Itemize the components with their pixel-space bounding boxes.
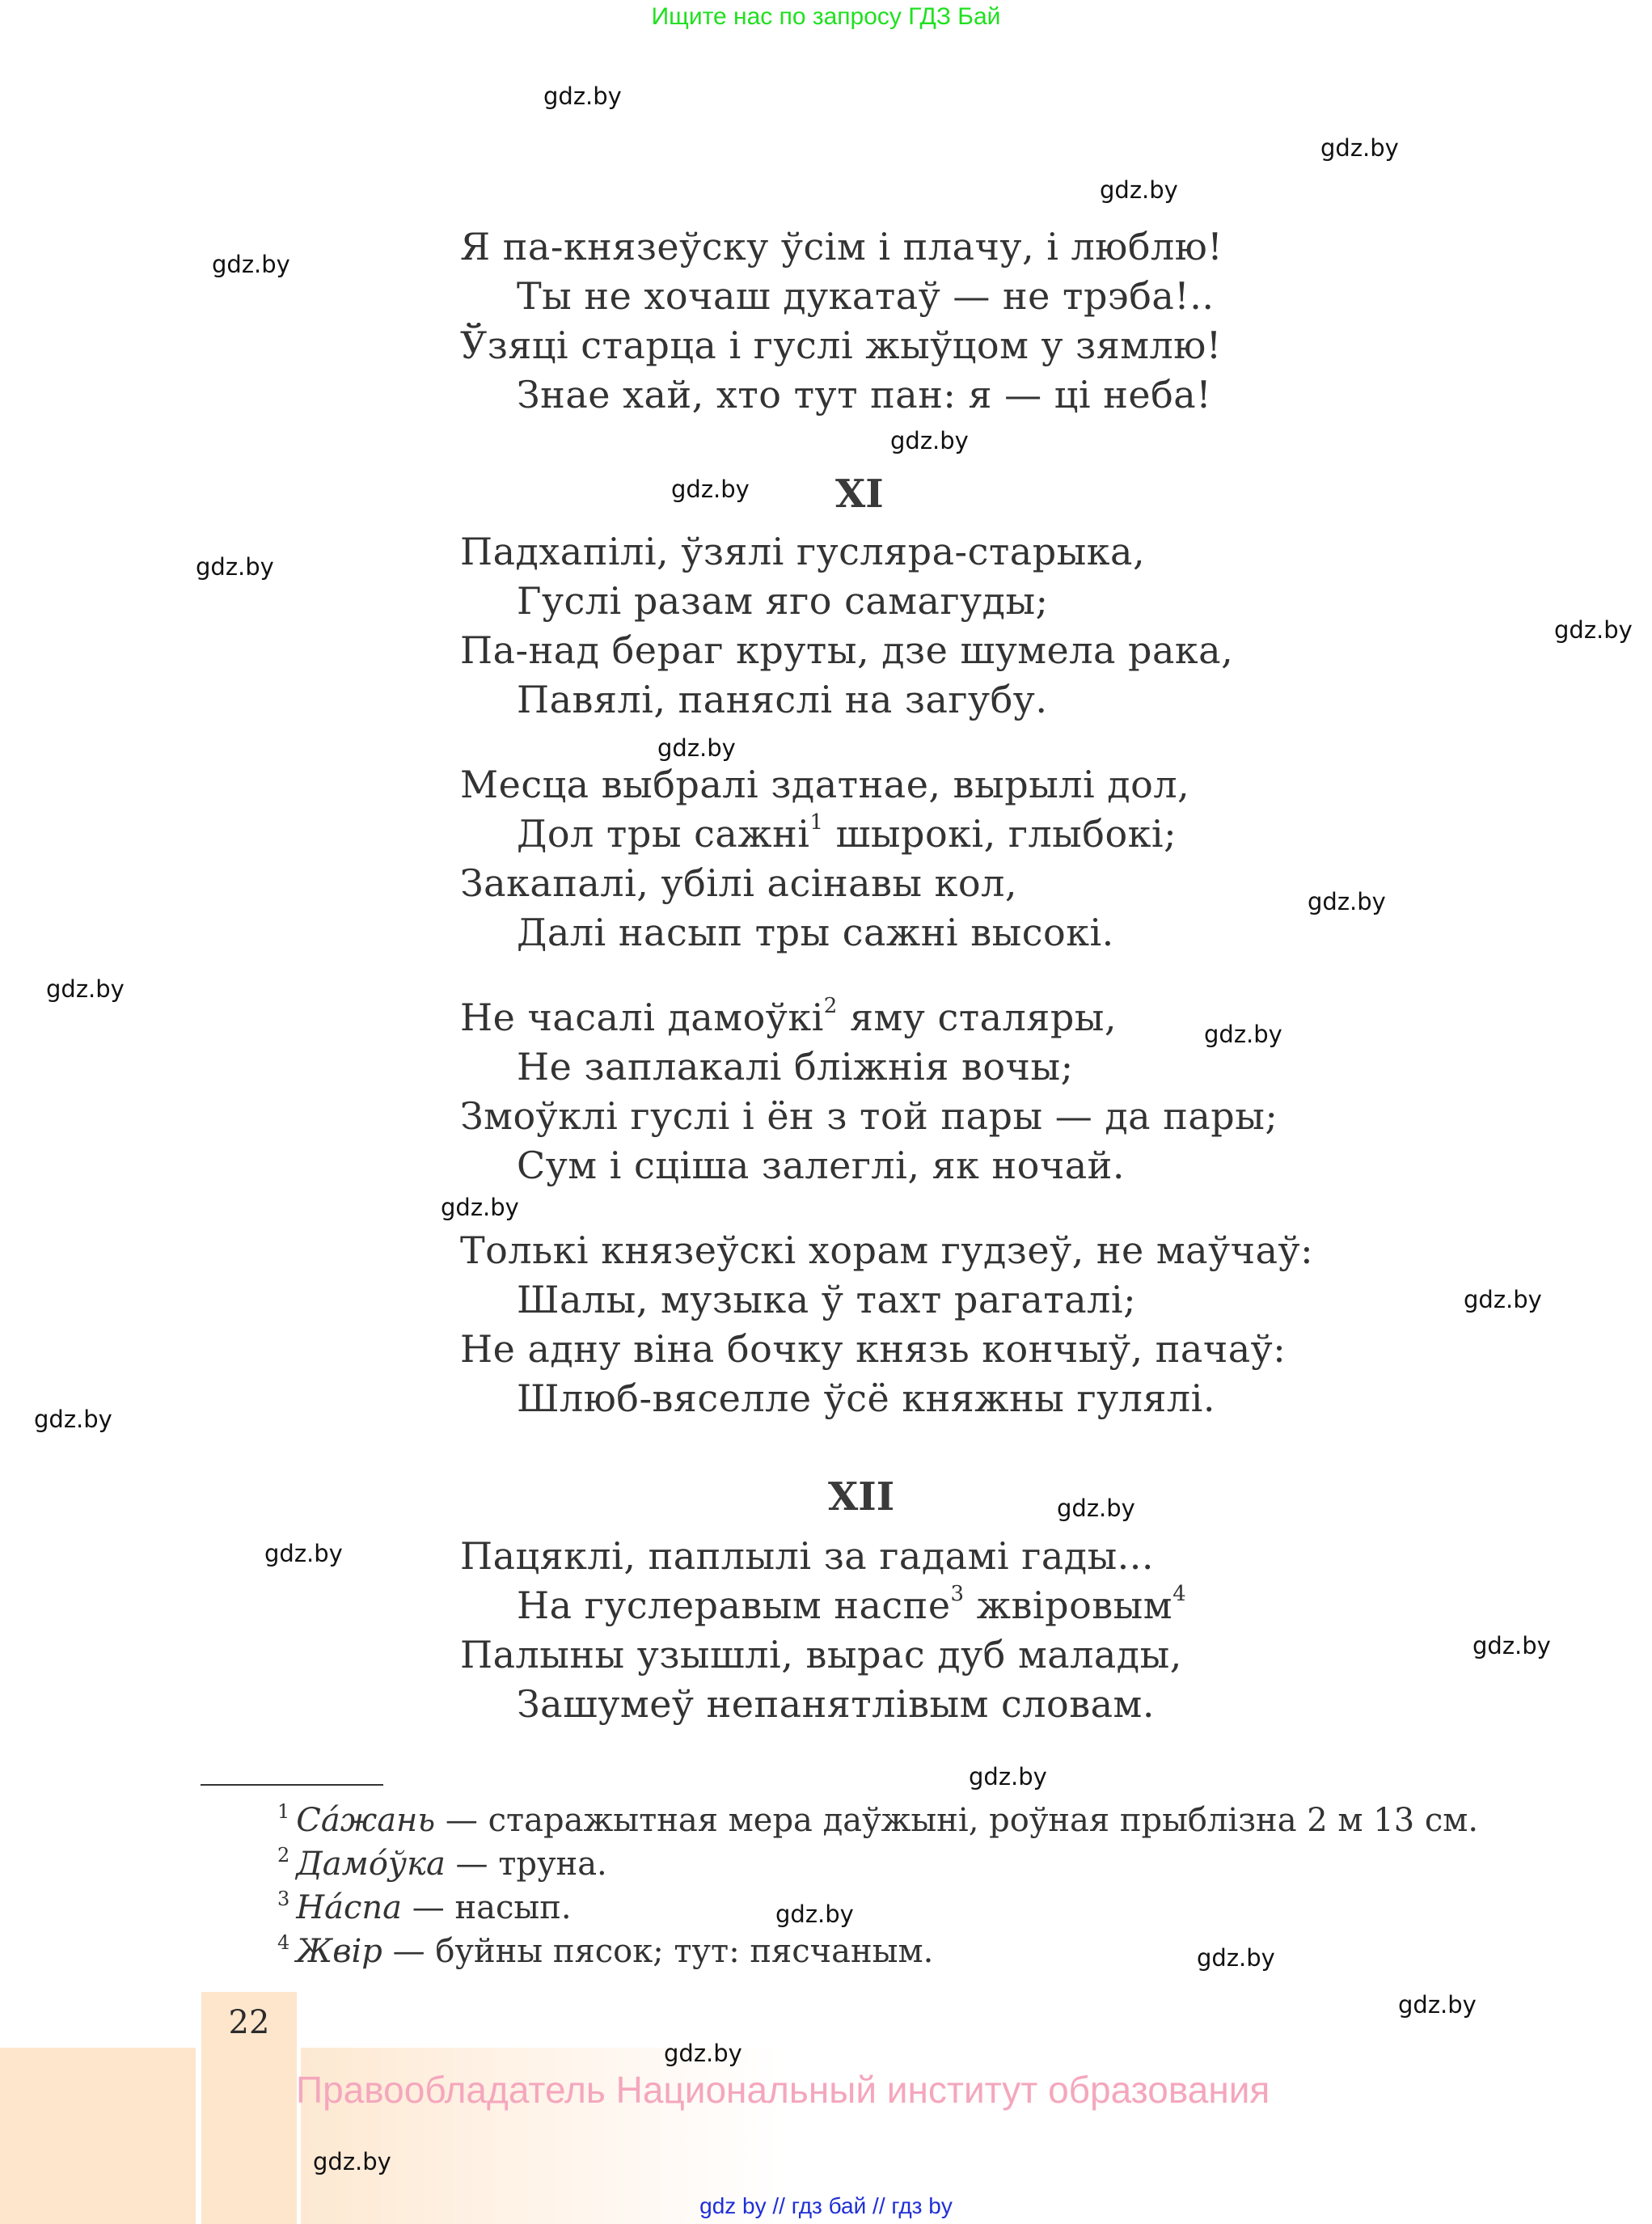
watermark: gdz.by: [775, 1901, 854, 1928]
watermark: gdz.by: [1554, 616, 1633, 644]
footnote-term: На́спа: [296, 1889, 403, 1926]
watermark: gdz.by: [1197, 1944, 1275, 1972]
footnote-divider: [201, 1784, 383, 1786]
footnote-ref: 1: [809, 810, 824, 835]
watermark: gdz.by: [212, 251, 290, 278]
watermark: gdz.by: [1472, 1632, 1551, 1660]
verse-line: Далі насып тры сажні высокі.: [517, 911, 1114, 954]
footnote-number: 3: [277, 1888, 290, 1910]
verse-text: На гуслеравым наспе: [517, 1583, 951, 1627]
verse-line: Я па-князеўску ўсім і плачу, і люблю!: [460, 225, 1223, 268]
watermark: gdz.by: [34, 1406, 112, 1433]
watermark: gdz.by: [890, 427, 969, 455]
footnote-ref: 2: [823, 994, 838, 1018]
footnote-number: 4: [277, 1931, 290, 1954]
verse-line: Пацяклі, паплылі за гадамі гады...: [460, 1534, 1155, 1578]
verse-line-with-footnote: [517, 812, 1177, 856]
watermark: gdz.by: [1100, 176, 1178, 204]
footnote-term: Жвір: [296, 1933, 382, 1970]
verse-line: Толькі князеўскі хорам гудзеў, не маўчаў:: [460, 1228, 1314, 1272]
verse-text: шырокі, глыбокі;: [823, 812, 1177, 856]
footnote-2: [277, 1844, 607, 1883]
verse-line-with-footnote: [460, 996, 1117, 1039]
footnote-definition: — насып.: [402, 1889, 572, 1926]
verse-line: Па-над бераг круты, дзе шумела рака,: [460, 628, 1234, 672]
verse-line: Ўзяці старца і гуслі жыўцом у зямлю!: [460, 323, 1222, 367]
watermark: gdz.by: [1308, 888, 1386, 915]
verse-line: Змоўклі гуслі і ён з той пары — да пары;: [460, 1094, 1278, 1138]
footnote-ref: 3: [950, 1582, 965, 1606]
watermark: gdz.by: [196, 553, 274, 581]
watermark: gdz.by: [657, 734, 736, 762]
watermark: gdz.by: [441, 1194, 519, 1221]
section-title-xii: XII: [828, 1474, 895, 1520]
verse-text: Дол тры сажні: [517, 812, 810, 856]
verse-line: Сум і сціша залеглі, як ночай.: [517, 1144, 1125, 1187]
footnote-4: [277, 1931, 933, 1970]
footnote-ref: 4: [1172, 1582, 1187, 1606]
section-title-xi: XI: [835, 471, 884, 517]
verse-line: Зашумеў непанятлівым словам.: [517, 1682, 1155, 1726]
watermark: gdz.by: [543, 82, 622, 110]
footnote-1: [277, 1800, 1478, 1839]
footnote-number: 1: [277, 1800, 290, 1823]
footnote-definition: — труна.: [445, 1846, 607, 1883]
top-banner: Ищите нас по запросу ГДЗ Бай: [651, 3, 1001, 30]
verse-line: Знае хай, хто тут пан: я — ці неба!: [517, 373, 1212, 416]
watermark: gdz.by: [1464, 1286, 1542, 1313]
watermark: gdz.by: [313, 2148, 391, 2175]
footnote-number: 2: [277, 1844, 290, 1867]
verse-text: Не часалі дамоўкі: [460, 996, 824, 1039]
verse-line-with-footnote: [517, 1583, 1186, 1627]
watermark: gdz.by: [1320, 134, 1399, 162]
verse-line: Шалы, музыка ў тахт рагаталі;: [517, 1278, 1137, 1321]
verse-line: Палыны узышлі, вырас дуб малады,: [460, 1633, 1182, 1676]
verse-line: Закапалі, убілі асінавы кол,: [460, 861, 1017, 905]
watermark: gdz.by: [671, 476, 750, 503]
footnote-term: Са́жань: [296, 1802, 436, 1839]
footnote-3: [277, 1888, 572, 1926]
copyright-notice: Правообладатель Национальный институт образования: [296, 2069, 1270, 2111]
verse-line: Падхапілі, ўзялі гусляра-старыка,: [460, 530, 1146, 573]
watermark: gdz.by: [1204, 1021, 1282, 1048]
verse-line: Гуслі разам яго самагуды;: [517, 579, 1049, 623]
verse-line: Ты не хочаш дукатаў — не трэба!..: [517, 274, 1215, 318]
verse-text: яму сталяры,: [837, 996, 1118, 1039]
bottom-site-links[interactable]: gdz by // гдз бай // гдз by: [699, 2193, 953, 2218]
watermark: gdz.by: [1398, 1991, 1477, 2019]
footnote-term: Дамо́ўка: [296, 1846, 446, 1883]
footnote-definition: — буйны пясок; тут: пясчаным.: [382, 1933, 934, 1970]
verse-line: Не адну віна бочку князь кончыў, пачаў:: [460, 1327, 1287, 1371]
verse-text: жвіровым: [964, 1583, 1173, 1627]
verse-line: Шлюб-вяселле ўсё княжны гулялі.: [517, 1376, 1215, 1420]
watermark: gdz.by: [664, 2040, 742, 2067]
verse-line: Месца выбралі здатнае, вырылі дол,: [460, 763, 1190, 806]
watermark: gdz.by: [969, 1763, 1047, 1791]
page-number: 22: [228, 2004, 270, 2041]
watermark: gdz.by: [264, 1540, 343, 1567]
footnote-definition: — старажытная мера даўжыні, роўная прыблізна 2 м 13 см.: [435, 1802, 1479, 1839]
verse-line: Не заплакалі бліжнія вочы;: [517, 1045, 1074, 1089]
watermark: gdz.by: [1057, 1495, 1135, 1522]
verse-line: Павялі, паняслі на загубу.: [517, 678, 1048, 721]
watermark: gdz.by: [46, 975, 125, 1003]
